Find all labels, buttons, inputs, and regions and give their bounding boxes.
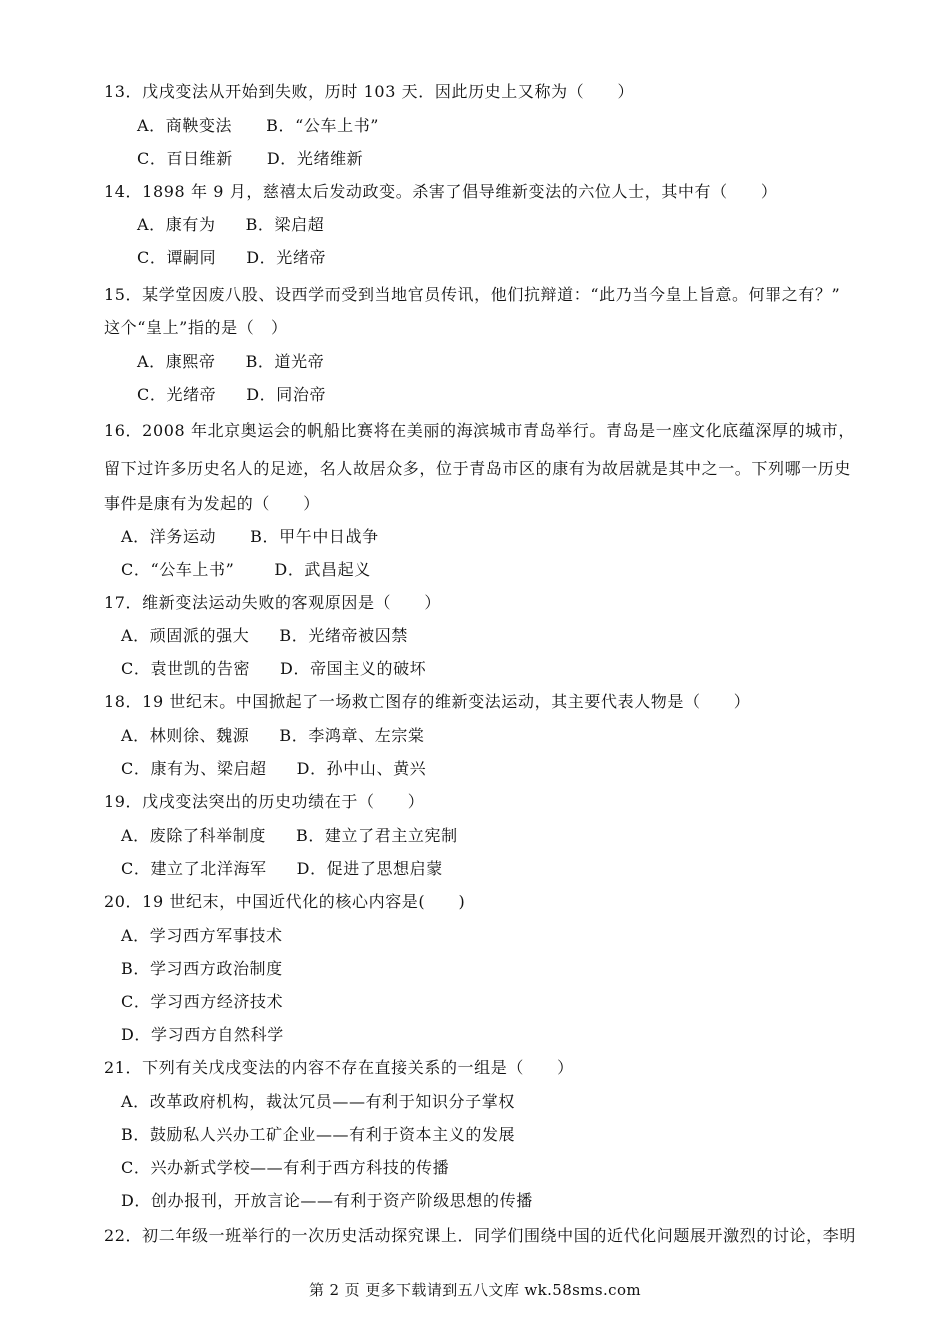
option-b: B．甲午中日战争	[250, 527, 379, 546]
option-d: D．孙中山、黄兴	[296, 759, 427, 778]
question-17-options-ab	[121, 626, 408, 646]
option-b: B．李鸿章、左宗棠	[279, 726, 425, 745]
option-a: A．林则徐、魏源	[121, 726, 250, 745]
question-15-options-cd	[137, 385, 326, 405]
option-b: B．建立了君主立宪制	[295, 826, 458, 845]
option-c: C．“公车上书”	[121, 560, 235, 579]
question-21-option-d: D．创办报刊，开放言论——有利于资产阶级思想的传播	[121, 1191, 533, 1210]
question-17-stem: 17．维新变法运动失败的客观原因是（ ）	[104, 593, 441, 612]
question-17-options-cd	[121, 659, 426, 679]
option-d: D．光绪帝	[246, 248, 327, 267]
option-c: C．建立了北洋海军	[121, 859, 267, 878]
option-b: B．光绪帝被囚禁	[279, 626, 408, 645]
question-16-options-cd	[121, 560, 371, 580]
question-15-stem-line1: 15．某学堂因废八股、设西学而受到当地官员传讯，他们抗辩道：“此乃当今皇上旨意。何罪之有？”	[104, 285, 841, 304]
option-a: A．商鞅变法	[137, 116, 233, 135]
question-15-options-ab	[137, 352, 324, 372]
question-18-options-cd	[121, 759, 426, 779]
option-a: A．康有为	[137, 215, 216, 234]
question-19-options-cd	[121, 859, 443, 879]
question-15-stem-line2: 这个“皇上”指的是（ ）	[104, 318, 288, 337]
option-d: D．光绪维新	[266, 149, 364, 168]
question-14-options-cd	[137, 248, 326, 268]
option-b: B．梁启超	[245, 215, 325, 234]
option-a: A．顽固派的强大	[121, 626, 250, 645]
option-d: D．武昌起义	[274, 560, 371, 579]
question-21-option-b: B．鼓励私人兴办工矿企业——有利于资本主义的发展	[121, 1125, 516, 1144]
question-13-options-ab	[137, 116, 379, 136]
option-a: A．康熙帝	[137, 352, 216, 371]
question-16-stem-line1: 16．2008 年北京奥运会的帆船比赛将在美丽的海滨城市青岛举行。青岛是一座文化底蕴深厚的城市，	[104, 421, 855, 440]
question-19-stem: 19．戊戌变法突出的历史功绩在于（ ）	[104, 792, 425, 811]
option-c: C．谭嗣同	[137, 248, 217, 267]
question-21-option-c: C．兴办新式学校——有利于西方科技的传播	[121, 1158, 450, 1177]
question-14-options-ab	[137, 215, 324, 235]
question-16-options-ab	[121, 527, 379, 547]
option-c: C．光绪帝	[137, 385, 217, 404]
question-20-option-c: C．学习西方经济技术	[121, 992, 284, 1011]
page-footer: 第 2 页 更多下载请到五八文库 wk.58sms.com	[308, 1281, 642, 1299]
option-a: A．洋务运动	[121, 527, 217, 546]
question-20-option-b: B．学习西方政治制度	[121, 959, 283, 978]
question-18-options-ab	[121, 726, 425, 746]
option-c: C．康有为、梁启超	[121, 759, 267, 778]
question-19-options-ab	[121, 826, 458, 846]
option-d: D．促进了思想启蒙	[296, 859, 443, 878]
option-a: A．废除了科举制度	[121, 826, 266, 845]
question-13-options-cd	[137, 149, 363, 169]
question-14-stem: 14．1898 年 9 月，慈禧太后发动政变。杀害了倡导维新变法的六位人士，其中有（ ）	[104, 182, 778, 201]
question-20-option-a: A．学习西方军事技术	[121, 926, 283, 945]
question-16-stem-line2: 留下过许多历史名人的足迹，名人故居众多，位于青岛市区的康有为故居就是其中之一。下列哪一历史	[104, 459, 852, 478]
option-d: D．同治帝	[246, 385, 327, 404]
question-20-stem: 20．19 世纪末，中国近代化的核心内容是( )	[104, 892, 466, 911]
question-21-option-a: A．改革政府机构，裁汰冗员——有利于知识分子掌权	[121, 1092, 515, 1111]
option-d: D．帝国主义的破坏	[280, 659, 427, 678]
question-13-stem: 13．戊戌变法从开始到失败，历时 103 天．因此历史上又称为（ ）	[104, 82, 635, 101]
question-22-stem: 22．初二年级一班举行的一次历史活动探究课上．同学们围绕中国的近代化问题展开激烈的讨论，李明	[104, 1226, 856, 1245]
option-b: B．道光帝	[245, 352, 325, 371]
question-21-stem: 21．下列有关戊戌变法的内容不存在直接关系的一组是（ ）	[104, 1058, 574, 1077]
option-c: C．百日维新	[137, 149, 233, 168]
question-20-option-d: D．学习西方自然科学	[121, 1025, 284, 1044]
option-b: B．“公车上书”	[266, 116, 380, 135]
question-16-stem-line3: 事件是康有为发起的（ ）	[104, 494, 320, 513]
question-18-stem: 18．19 世纪末。中国掀起了一场救亡图存的维新变法运动，其主要代表人物是（ ）	[104, 692, 751, 711]
option-c: C．袁世凯的告密	[121, 659, 251, 678]
